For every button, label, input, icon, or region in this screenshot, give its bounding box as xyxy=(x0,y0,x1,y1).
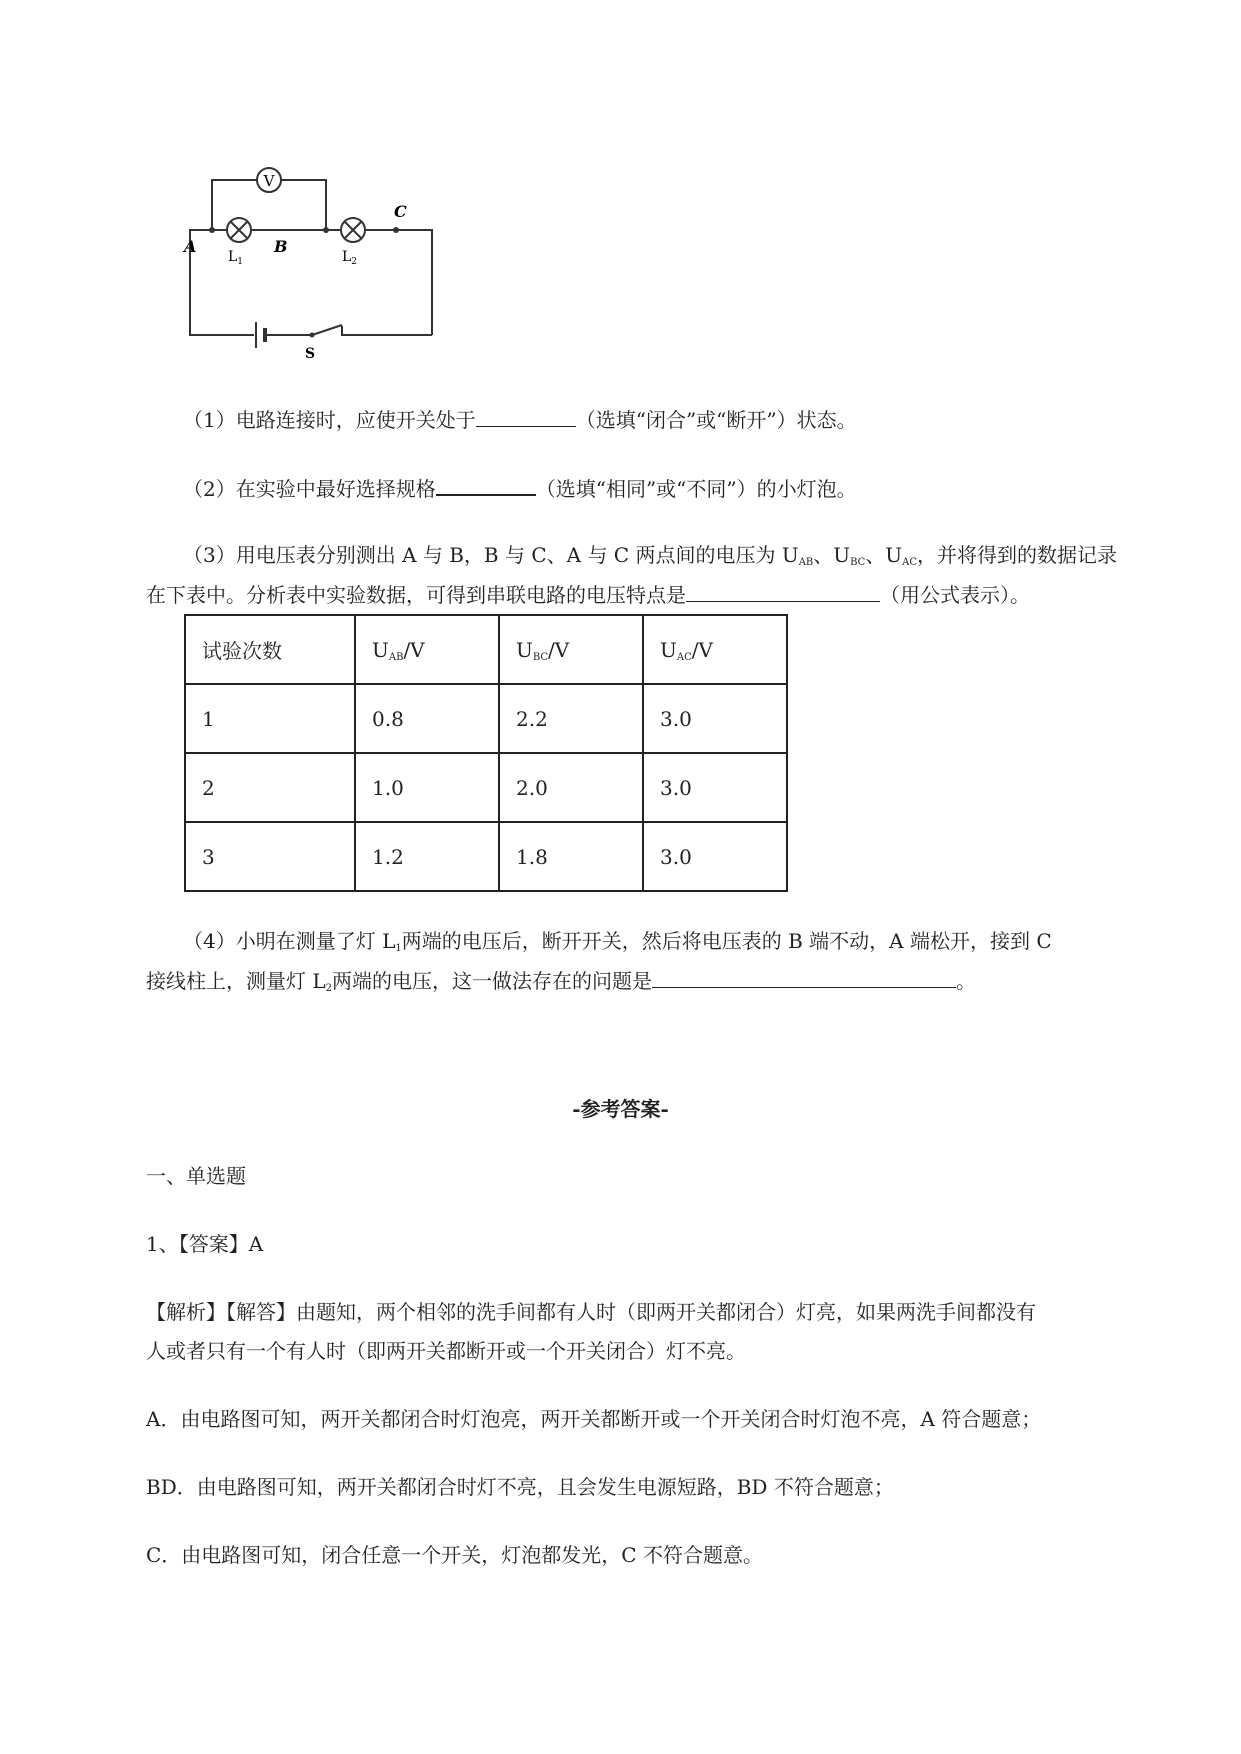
option-c-explanation: C．由电路图可知，闭合任意一个开关，灯泡都发光，C 不符合题意。 xyxy=(146,1543,763,1567)
table-cell: 0.8 xyxy=(355,684,499,753)
table-header-cell: 试验次数 xyxy=(185,615,355,684)
answers-title: -参考答案- xyxy=(572,1097,669,1121)
table-row xyxy=(185,684,787,753)
point-c-label: C xyxy=(394,202,407,221)
voltmeter-label: V xyxy=(263,172,275,190)
option-a-explanation: A．由电路图可知，两开关都闭合时灯泡亮，两开关都断开或一个开关闭合时灯泡不亮，A 符合题意； xyxy=(146,1407,1042,1431)
table-header-cell: $U_{AB}/V$ xyxy=(355,615,499,684)
switch-icon xyxy=(310,325,343,338)
answer-blank-3[interactable] xyxy=(686,579,880,602)
table-row xyxy=(185,753,787,822)
table-cell: 3 xyxy=(185,822,355,891)
answer-blank-4[interactable] xyxy=(652,965,956,988)
table-cell: 1.8 xyxy=(499,822,643,891)
switch-label: S xyxy=(305,346,316,360)
table-cell: 1 xyxy=(185,684,355,753)
table-cell: 3.0 xyxy=(643,684,787,753)
analysis-line-2: 人或者只有一个有人时（即两开关都断开或一个开关闭合）灯不亮。 xyxy=(146,1339,746,1363)
table-row xyxy=(185,822,787,891)
table-cell: 2.2 xyxy=(499,684,643,753)
question-1: （1）电路连接时，应使开关处于 （选填“闭合”或“断开”）状态。 xyxy=(183,404,857,435)
table-header-cell: $U_{BC}/V$ xyxy=(499,615,643,684)
point-a-label: A xyxy=(184,237,197,256)
lamp-l1-label: $L_1$ xyxy=(228,249,244,267)
answer-blank-1[interactable] xyxy=(476,404,576,427)
table-cell: 1.0 xyxy=(355,753,499,822)
table-cell: 3.0 xyxy=(643,822,787,891)
circuit-diagram xyxy=(170,160,450,360)
question-3-line-2: 在下表中。分析表中实验数据，可得到串联电路的电压特点是 （用公式表示）。 xyxy=(146,579,1030,610)
lamp-l2-label: $L_2$ xyxy=(342,249,358,267)
table-cell: 1.2 xyxy=(355,822,499,891)
answer-1: 1、【答案】A xyxy=(146,1232,264,1256)
question-2: （2）在实验中最好选择规格 （选填“相同”或“不同”）的小灯泡。 xyxy=(183,472,857,504)
answer-blank-2[interactable] xyxy=(436,472,536,496)
lamp-l1-icon xyxy=(227,218,251,242)
analysis-line-1: 【解析】【解答】由题知，两个相邻的洗手间都有人时（即两开关都闭合）灯亮，如果两洗手间都没有 xyxy=(146,1300,1036,1324)
voltage-data-table xyxy=(184,614,788,892)
question-3-line-1: （3）用电压表分别测出 A 与 B，B 与 C、A 与 C 两点间的电压为 $U_{AB}$、$U_{BC}$、$U_{AC}$，并将得到的数据记录 xyxy=(183,543,1118,568)
question-4-line-2: 接线柱上，测量灯 $L_2$两端的电压，这一做法存在的问题是 。 xyxy=(146,965,976,996)
battery-icon xyxy=(256,322,265,348)
question-4-line-1: （4）小明在测量了灯 $L_1$两端的电压后，断开开关，然后将电压表的 B 端不动，A 端松开，接到 C xyxy=(183,929,1052,954)
option-bd-explanation: BD．由电路图可知，两开关都闭合时灯不亮，且会发生电源短路，BD 不符合题意； xyxy=(146,1475,894,1499)
table-header-cell: $U_{AC}/V$ xyxy=(643,615,787,684)
table-header-row xyxy=(185,615,787,684)
section-heading: 一、单选题 xyxy=(146,1164,246,1188)
table-cell: 2 xyxy=(185,753,355,822)
table-cell: 3.0 xyxy=(643,753,787,822)
lamp-l2-icon xyxy=(341,218,365,242)
table-cell: 2.0 xyxy=(499,753,643,822)
point-b-label: B xyxy=(274,237,288,256)
